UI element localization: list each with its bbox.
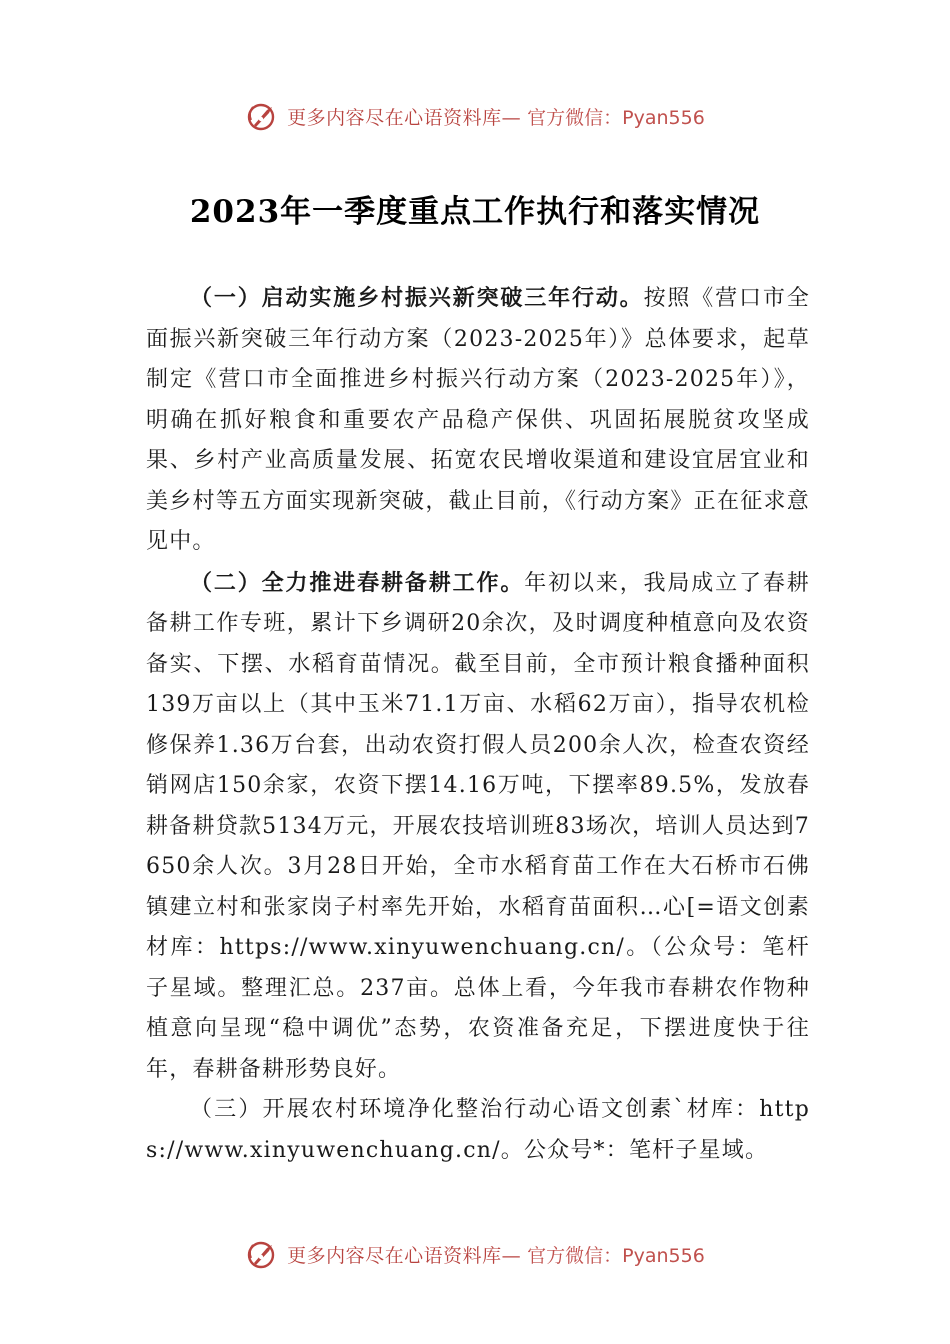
paragraph-2-lead: （二）全力推进春耕备耕工作。 — [190, 569, 525, 596]
watermark-wechat: 官方微信：Pyan556 — [527, 1244, 705, 1267]
watermark-text: 更多内容尽在心语资料库— — [287, 106, 522, 129]
paragraph-2-body: 年初以来，我局成立了春耕备耕工作专班，累计下乡调研20余次，及时调度种植意向及农资备实、下摆、水稻育苗情况。截至目前，全市预计粮食播种面积139万亩以上（其中玉米71.1万亩、水稻62万亩），指导农机检修保养1.36万台套，出动农资打假人员200余人次，检查农资经销网店150余家，农资下摆14.16万吨，下摆率89.5%，发放春耕备耕贷款5134万元，开展农技培训班83场次，培训人员达到7650余人次。3月28日开始，全市水稻育苗工作在大石桥市石佛镇建立村和张家岗子村率先开始，水稻育苗面积…心[=语文创素材库：https://www.xinyuwenchuang.cn/。（公众号：笔杆子星域。整理汇总。237亩。总体上看，今年我市春耕农作物种植意向呈现“稳中调优”态势，农资准备充足，下摆进度快于往年，春耕备耕形势良好。 — [146, 570, 810, 1082]
document-body — [146, 278, 810, 1171]
watermark-header — [0, 96, 950, 136]
paragraph-3-body: （三）开展农村环境净化整治行动心语文创素`材库：https://www.xinyuwenchuang.cn/。公众号*：笔杆子星域。 — [146, 1097, 810, 1163]
paragraph-1 — [146, 278, 810, 563]
watermark-text: 更多内容尽在心语资料库— — [287, 1244, 522, 1267]
paragraph-3 — [146, 1090, 810, 1171]
paragraph-2 — [146, 563, 810, 1091]
pen-nib-icon — [245, 1236, 281, 1272]
watermark-footer — [0, 1234, 950, 1274]
document-title: 2023年一季度重点工作执行和落实情况 — [189, 194, 761, 230]
paragraph-1-body: 按照《营口市全面振兴新突破三年行动方案（2023-2025年）》总体要求，起草制定《营口市全面推进乡村振兴行动方案（2023-2025年）》，明确在抓好粮食和重要农产品稳产保供、巩固拓展脱贫攻坚成果、乡村产业高质量发展、拓宽农民增收渠道和建设宜居宜业和美乡村等五方面实现新突破，截止目前，《行动方案》正在征求意见中。 — [146, 286, 810, 554]
paragraph-1-lead: （一）启动实施乡村振兴新突破三年行动。 — [190, 285, 644, 311]
watermark-wechat: 官方微信：Pyan556 — [527, 106, 705, 129]
pen-nib-icon — [245, 98, 281, 134]
